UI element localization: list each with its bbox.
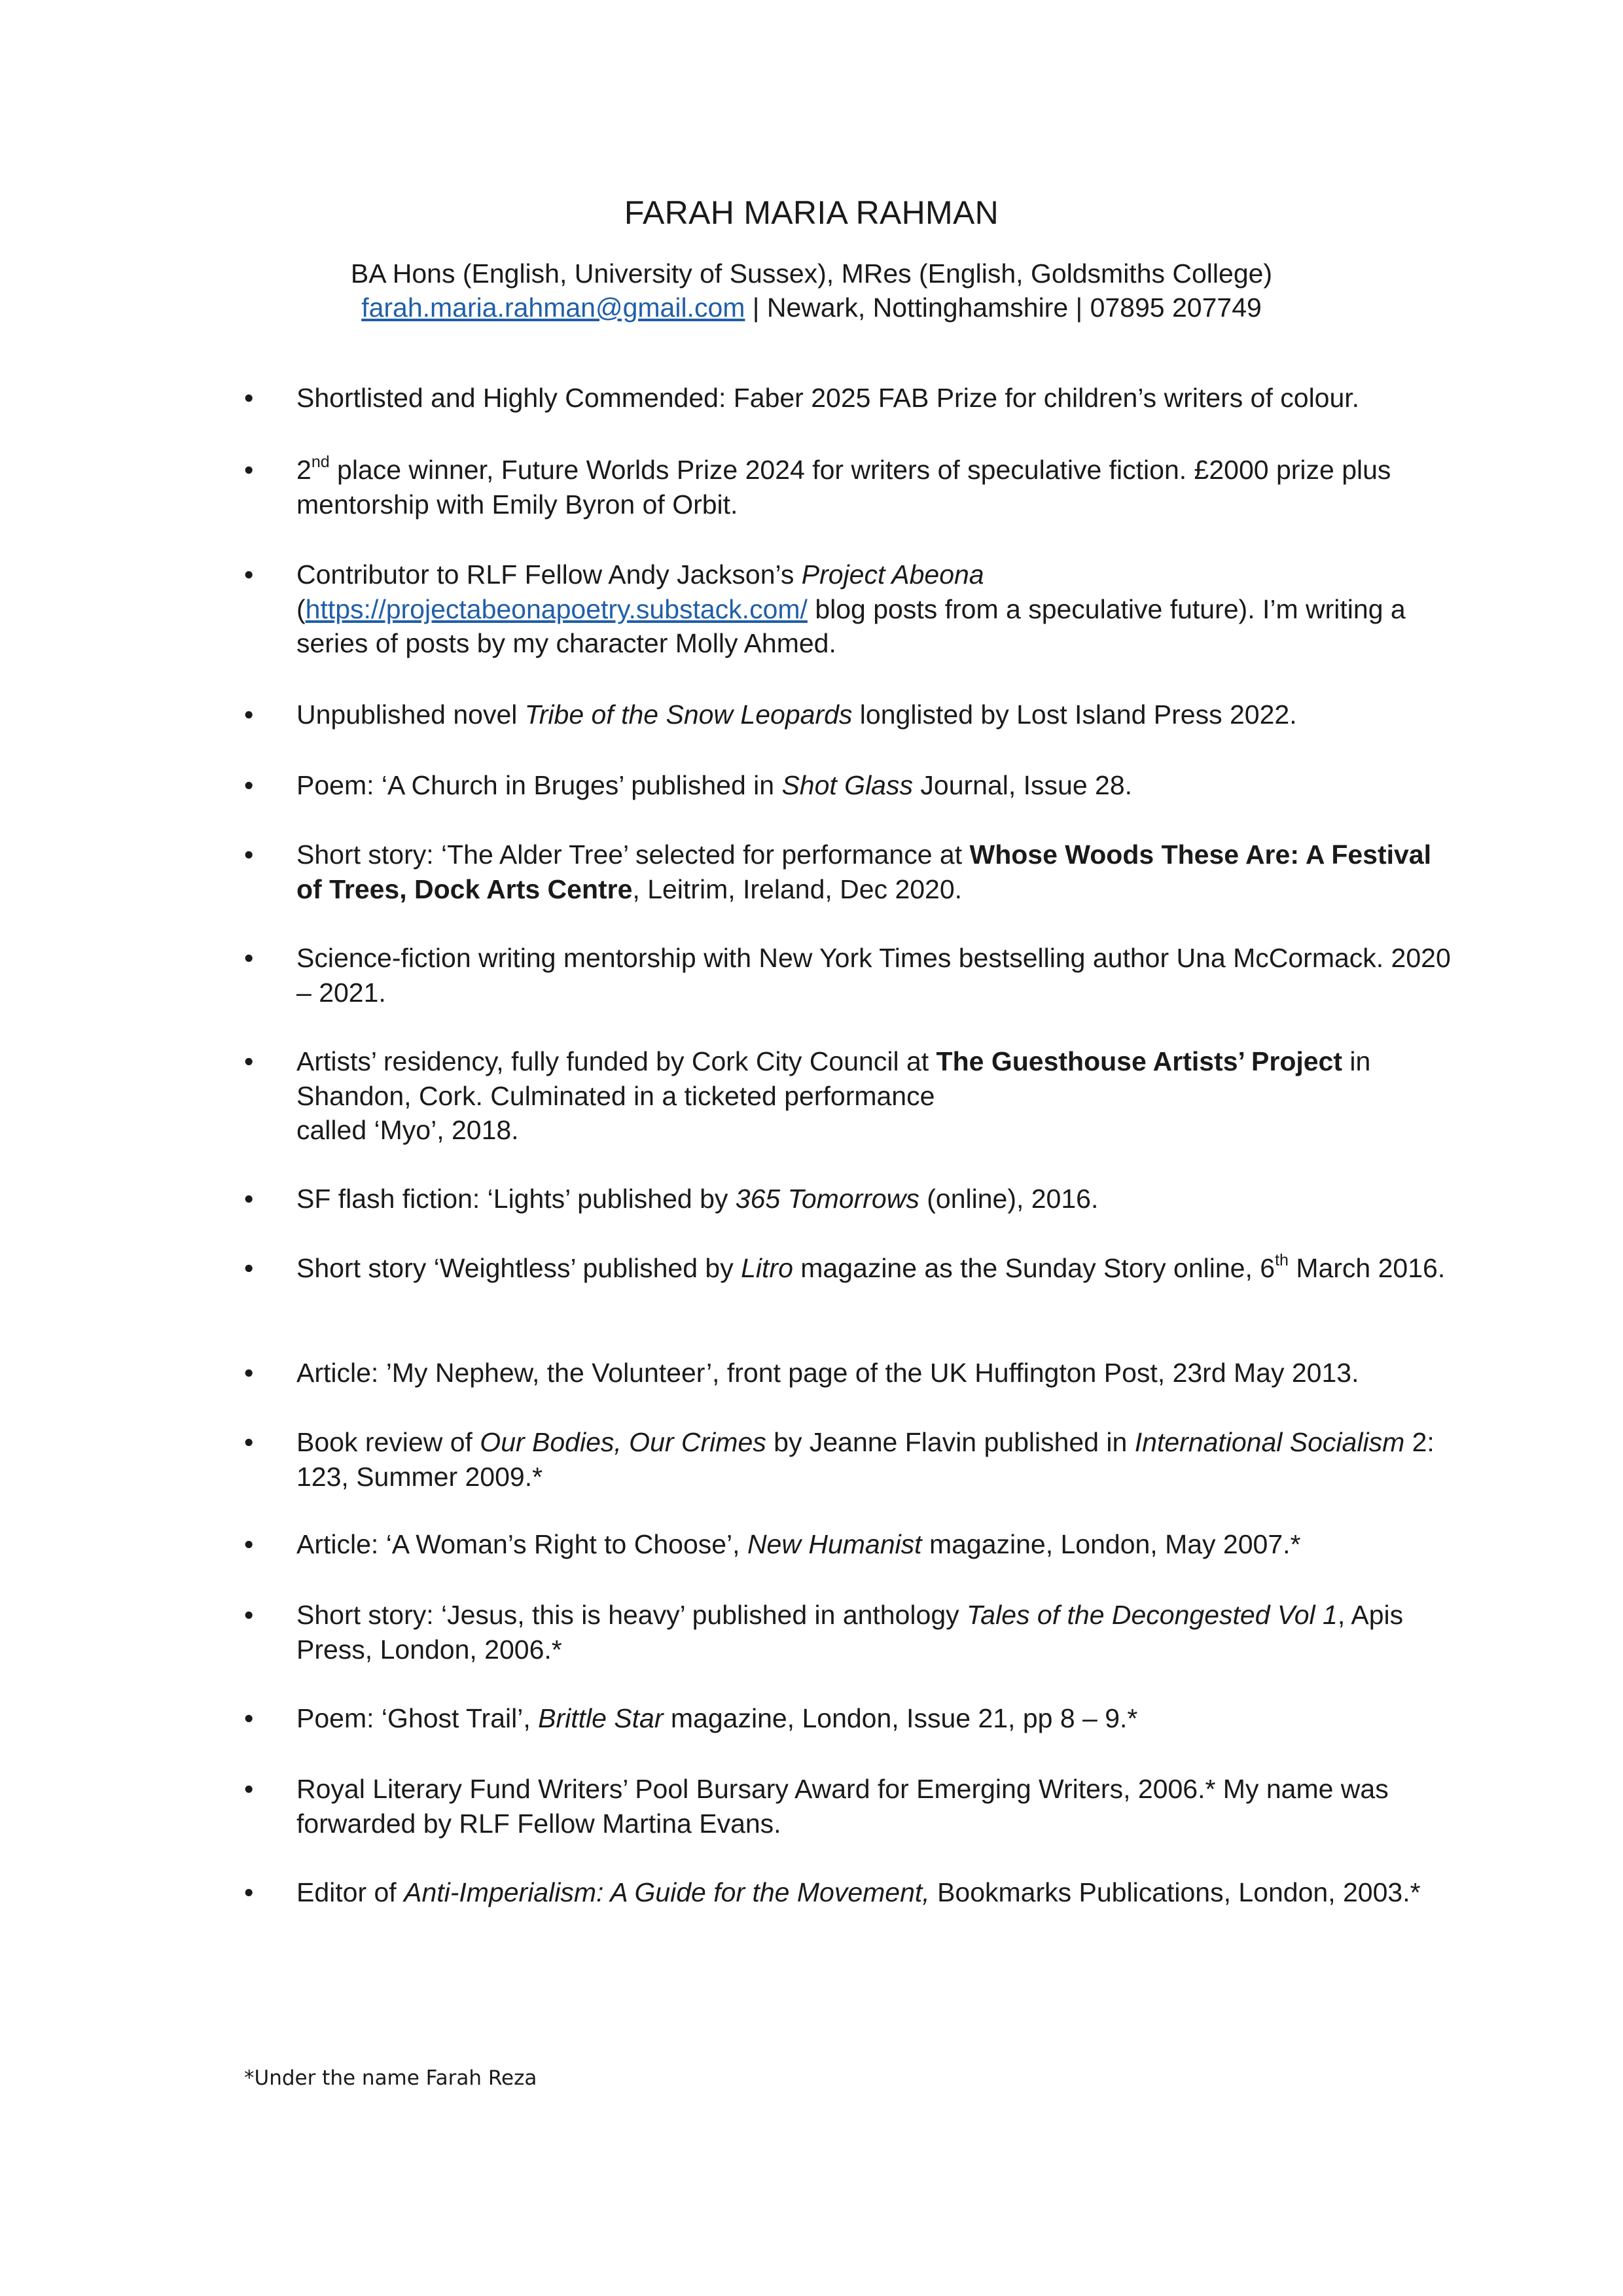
author-name: FARAH MARIA RAHMAN [624, 194, 999, 231]
list-item-text [296, 1598, 1455, 1667]
item-text: longlisted by Lost Island Press 2022. [852, 699, 1297, 730]
item-text: Science-fiction writing mentorship with New York Times bestselling author Una McCormack. 2020 – 2021. [296, 943, 1451, 1008]
italic-title: Brittle Star [538, 1703, 664, 1733]
item-text: magazine, London, Issue 21, pp 8 – 9.* [663, 1703, 1138, 1733]
item-text: called ‘Myo’, 2018. [296, 1115, 519, 1145]
list-item-text [296, 1182, 1455, 1216]
item-text: , Apis Press, London, 2006.* [296, 1600, 1404, 1665]
list-item-text [296, 1251, 1455, 1286]
item-text: Unpublished novel [296, 699, 525, 730]
item-text: SF flash fiction: ‘Lights’ published by [296, 1184, 736, 1214]
list-item-text [296, 1356, 1455, 1390]
italic-title: Litro [741, 1253, 793, 1283]
list-item-text [296, 941, 1455, 1010]
bullet-icon: • [244, 1600, 254, 1630]
list-item-text [296, 1044, 1455, 1148]
footnote: *Under the name Farah Reza [244, 2066, 537, 2090]
item-text: Contributor to RLF Fellow Andy Jackson’s [296, 559, 802, 590]
italic-title: Tales of the Decongested Vol 1 [967, 1600, 1338, 1630]
item-text: Poem: ‘Ghost Trail’, [296, 1703, 539, 1733]
item-text: March 2016. [1288, 1253, 1446, 1283]
item-text: Poem: ‘A Church in Bruges’ published in [296, 770, 782, 800]
bold-venue: The Guesthouse Artists’ Project [936, 1046, 1343, 1076]
list-item-text [296, 1701, 1455, 1736]
location-text: Newark, Nottinghamshire [766, 292, 1069, 323]
bullet-icon: • [244, 1529, 254, 1559]
italic-title: Anti-Imperialism: A Guide for the Movement, [404, 1877, 930, 1907]
list-item-text [296, 768, 1455, 803]
list-item-text [296, 1875, 1455, 1910]
item-text: blog posts from a speculative future). I’m writing a series of posts by my character Molly Ahmed. [296, 593, 1406, 658]
item-text: Short story: ‘The Alder Tree’ selected for performance at [296, 839, 970, 870]
item-text: Royal Literary Fund Writers’ Pool Bursary Award for Emerging Writers, 2006.* My name was forwarded by RLF Fellow Martina Evans. [296, 1774, 1389, 1839]
italic-title: New Humanist [747, 1529, 922, 1559]
bullet-icon: • [244, 1703, 254, 1733]
italic-title: Project Abeona [801, 559, 984, 590]
email-link[interactable]: farah.maria.rahman@gmail.com [361, 292, 745, 323]
list-item-text [296, 381, 1455, 415]
bullet-icon: • [244, 1046, 254, 1076]
list-item-text [296, 557, 1455, 661]
list-item-text [296, 698, 1455, 732]
item-text: in Shandon, Cork. Culminated in a ticketed performance [296, 1046, 1371, 1111]
item-text: Article: ‘A Woman’s Right to Choose’, [296, 1529, 747, 1559]
list-item-text [296, 453, 1455, 521]
item-text: magazine, London, May 2007.* [921, 1529, 1301, 1559]
italic-title: Our Bodies, Our Crimes [480, 1427, 766, 1457]
bullet-icon: • [244, 770, 254, 800]
bullet-icon: • [244, 839, 254, 870]
item-text: Short story ‘Weightless’ published by [296, 1253, 741, 1283]
item-text: (online), 2016. [919, 1184, 1099, 1214]
list-item-text [296, 838, 1455, 906]
italic-title: 365 Tomorrows [735, 1184, 919, 1214]
item-text: , Leitrim, Ireland, Dec 2020. [632, 874, 963, 904]
item-text: Article: ’My Nephew, the Volunteer’, front page of the UK Huffington Post, 23rd May 2013. [296, 1358, 1359, 1388]
list-item-text [296, 1425, 1455, 1494]
bullet-icon: • [244, 1877, 254, 1907]
phone-number: 07895 207749 [1090, 292, 1262, 323]
bullet-icon: • [244, 455, 254, 485]
item-text: Short story: ‘Jesus, this is heavy’ published in anthology [296, 1600, 967, 1630]
item-text: Bookmarks Publications, London, 2003.* [929, 1877, 1421, 1907]
item-text: 2: 123, Summer 2009.* [296, 1427, 1435, 1492]
substack-link[interactable]: https://projectabeonapoetry.substack.com/ [305, 593, 808, 624]
item-text: Editor of [296, 1877, 404, 1907]
bold-venue: Whose Woods These Are: A Festival of Trees, Dock Arts Centre [296, 839, 1432, 904]
item-text: ( [296, 593, 306, 624]
ordinal-suffix: th [1275, 1251, 1289, 1269]
bullet-icon: • [244, 699, 254, 730]
item-text: Shortlisted and Highly Commended: Faber 2025 FAB Prize for children’s writers of colour. [296, 383, 1360, 413]
italic-title: Shot Glass [781, 770, 913, 800]
item-text: Book review of [296, 1427, 480, 1457]
italic-title: International Socialism [1134, 1427, 1405, 1457]
qualifications-line: BA Hons (English, University of Sussex), MRes (English, Goldsmiths College) [350, 258, 1273, 289]
bullet-icon: • [244, 559, 254, 590]
item-text: place winner, Future Worlds Prize 2024 for writers of speculative fiction. £2000 prize plus mentorship with Emily Byron of Orbit. [296, 455, 1391, 520]
bullet-icon: • [244, 1184, 254, 1214]
bullet-icon: • [244, 1427, 254, 1457]
bullet-icon: • [244, 1358, 254, 1388]
contact-line [0, 291, 1623, 325]
item-text: by Jeanne Flavin published in [766, 1427, 1135, 1457]
list-item-text [296, 1527, 1455, 1562]
list-item-text [296, 1772, 1455, 1841]
item-text: 2 [296, 455, 312, 485]
bullet-icon: • [244, 1774, 254, 1804]
contact-separator: | [745, 292, 767, 323]
contact-separator: | [1068, 292, 1090, 323]
italic-title: Tribe of the Snow Leopards [524, 699, 853, 730]
ordinal-suffix: nd [311, 453, 330, 471]
item-text: magazine as the Sunday Story online, 6 [793, 1253, 1275, 1283]
item-text: Journal, Issue 28. [913, 770, 1133, 800]
item-text: Artists’ residency, fully funded by Cork City Council at [296, 1046, 936, 1076]
bullet-icon: • [244, 383, 254, 413]
bullet-icon: • [244, 1253, 254, 1283]
bullet-icon: • [244, 943, 254, 973]
